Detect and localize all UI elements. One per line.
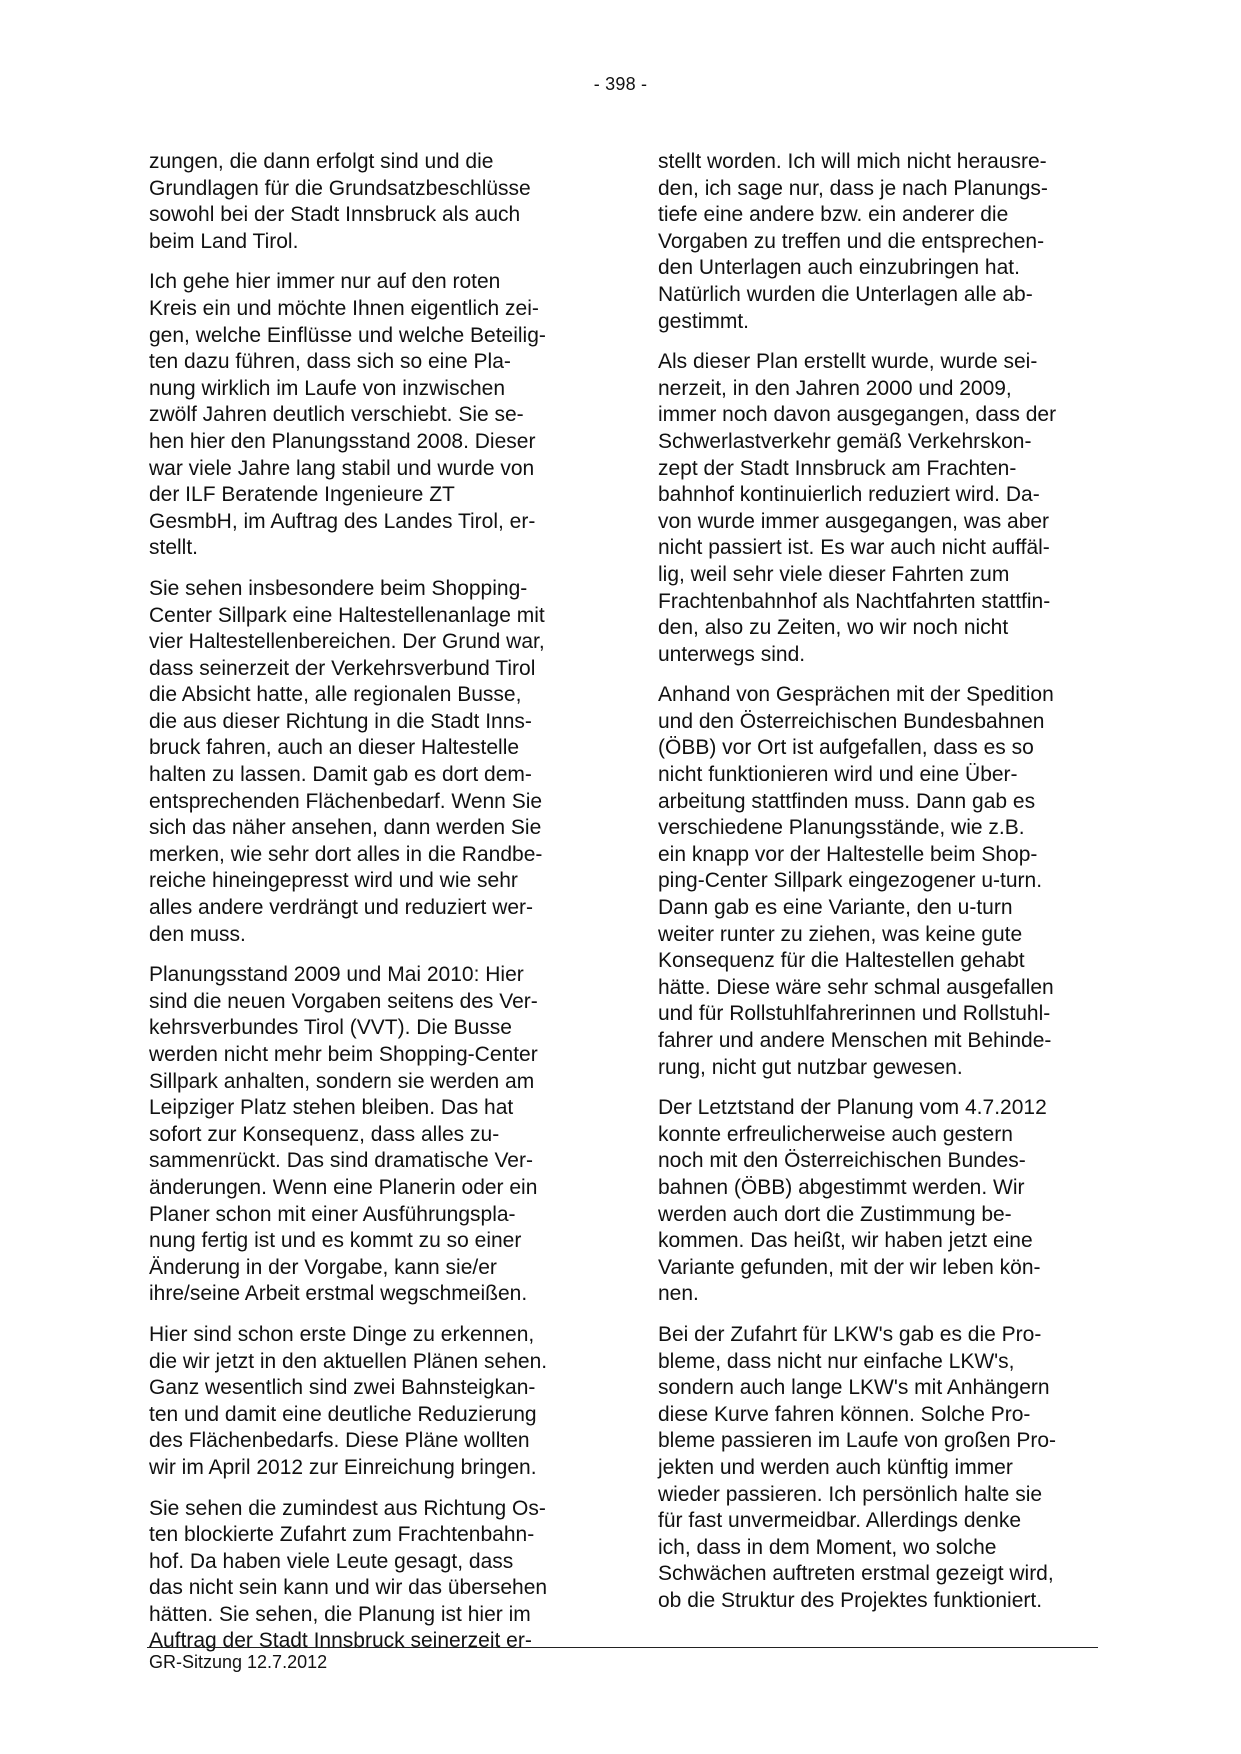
text-line: bleme, dass nicht nur einfache LKW's, (658, 1349, 1015, 1373)
text-line: nicht passiert ist. Es war auch nicht auffäl- (658, 536, 1050, 560)
text-line: reiche hineingepresst wird und wie sehr (149, 869, 518, 893)
text-line: halten zu lassen. Damit gab es dort dem- (149, 763, 532, 787)
text-line: Änderung in der Vorgabe, kann sie/er (149, 1255, 497, 1279)
paragraph (658, 1322, 1098, 1615)
paragraph (658, 149, 1098, 335)
text-line: das nicht sein kann und wir das übersehen (149, 1576, 548, 1600)
text-line: nen. (658, 1282, 699, 1306)
left-column (149, 149, 589, 1669)
text-line: stellt. (149, 536, 199, 560)
text-line: für fast unvermeidbar. Allerdings denke (658, 1509, 1022, 1533)
text-line: Dann gab es eine Variante, den u-turn (658, 896, 1013, 920)
text-line: von wurde immer ausgegangen, was aber (658, 509, 1050, 533)
text-line: kehrsverbundes Tirol (VVT). Die Busse (149, 1016, 512, 1040)
text-line: ten blockierte Zufahrt zum Frachtenbahn- (149, 1523, 535, 1547)
text-line: zept der Stadt Innsbruck am Frachten- (658, 456, 1017, 480)
text-line: werden auch dort die Zustimmung be- (658, 1202, 1012, 1226)
text-line: werden nicht mehr beim Shopping-Center (149, 1043, 538, 1066)
paragraph (658, 682, 1098, 1081)
text-line: fahrer und andere Menschen mit Behinde- (658, 1029, 1052, 1052)
text-line: Konsequenz für die Haltestellen gehabt (658, 949, 1025, 973)
text-line: bruck fahren, auch an dieser Haltestelle (149, 736, 520, 760)
text-line: bleme passieren im Laufe von großen Pro- (658, 1429, 1057, 1453)
text-line: Grundlagen für die Grundsatzbeschlüsse (149, 176, 531, 200)
text-line: konnte erfreulicherweise auch gestern (658, 1122, 1013, 1146)
text-line: wir im April 2012 zur Einreichung bringen. (149, 1455, 537, 1479)
text-line: (ÖBB) vor Ort ist aufgefallen, dass es so (658, 736, 1034, 760)
text-line: den, also zu Zeiten, wo wir noch nicht (658, 616, 1009, 640)
text-line: hen hier den Planungsstand 2008. Dieser (149, 429, 536, 453)
text-line: merken, wie sehr dort alles in die Randbe- (149, 842, 543, 866)
text-line: den muss. (149, 922, 246, 946)
text-line: nung fertig ist und es kommt zu so einer (149, 1229, 522, 1253)
text-line: sammenrückt. Das sind dramatische Ver- (149, 1149, 533, 1173)
paragraph (149, 576, 589, 948)
text-line: kommen. Das heißt, wir haben jetzt eine (658, 1229, 1033, 1253)
text-line: nerzeit, in den Jahren 2000 und 2009, (658, 376, 1012, 400)
text-line: nung wirklich im Laufe von inzwischen (149, 376, 506, 400)
text-line: bahnhof kontinuierlich reduziert wird. Da- (658, 483, 1040, 507)
text-line: Hier sind schon erste Dinge zu erkennen, (149, 1322, 535, 1346)
text-line: Planer schon mit einer Ausführungspla- (149, 1202, 516, 1226)
paragraph (149, 1322, 589, 1482)
text-line: Ich gehe hier immer nur auf den roten (149, 270, 501, 294)
text-line: Variante gefunden, mit der wir leben kön- (658, 1255, 1041, 1279)
paragraph (658, 1095, 1098, 1308)
text-line: Schwächen auftreten erstmal gezeigt wird, (658, 1562, 1054, 1586)
text-line: änderungen. Wenn eine Planerin oder ein (149, 1175, 538, 1199)
text-line: die aus dieser Richtung in die Stadt Inns- (149, 709, 532, 733)
text-line: ten und damit eine deutliche Reduzierung (149, 1402, 537, 1426)
text-line: lig, weil sehr viele dieser Fahrten zum (658, 562, 1010, 586)
text-line: dass seinerzeit der Verkehrsverbund Tirol (149, 656, 536, 680)
text-line: nicht funktionieren wird und eine Über- (658, 763, 1018, 787)
text-line: sofort zur Konsequenz, dass alles zu- (149, 1122, 500, 1146)
paragraph (149, 269, 589, 562)
text-line: ihre/seine Arbeit erstmal wegschmeißen. (149, 1282, 528, 1306)
text-line: hätte. Diese wäre sehr schmal ausgefallen (658, 975, 1054, 999)
text-line: tiefe eine andere bzw. ein anderer die (658, 203, 1009, 227)
text-line: sind die neuen Vorgaben seitens des Ver- (149, 989, 538, 1013)
text-line: ping-Center Sillpark eingezogener u-turn. (658, 869, 1043, 893)
text-line: entsprechenden Flächenbedarf. Wenn Sie (149, 789, 543, 813)
text-line: ob die Struktur des Projektes funktioniert. (658, 1588, 1043, 1612)
text-line: vier Haltestellenbereichen. Der Grund war, (149, 630, 545, 654)
text-line: die Absicht hatte, alle regionalen Busse, (149, 683, 522, 707)
footer-divider (147, 1647, 1098, 1648)
text-line: stellt worden. Ich will mich nicht herausre- (658, 150, 1047, 173)
text-line: den, ich sage nur, dass je nach Planungs- (658, 176, 1048, 200)
text-line: wieder passieren. Ich persönlich halte sie (658, 1482, 1043, 1506)
text-line: Ganz wesentlich sind zwei Bahnsteigkan- (149, 1376, 536, 1400)
text-line: gestimmt. (658, 309, 750, 333)
text-line: der ILF Beratende Ingenieure ZT (149, 483, 455, 507)
page-number: - 398 - (593, 74, 648, 94)
paragraph (149, 149, 589, 255)
text-line: Sie sehen die zumindest aus Richtung Os- (149, 1496, 546, 1520)
text-line: zungen, die dann erfolgt sind und die (149, 150, 494, 173)
text-line: ich, dass in dem Moment, wo solche (658, 1535, 997, 1559)
text-line: und den Österreichischen Bundesbahnen (658, 709, 1045, 733)
text-line: noch mit den Österreichischen Bundes- (658, 1149, 1026, 1173)
text-line: rung, nicht gut nutzbar gewesen. (658, 1055, 963, 1079)
text-line: hätten. Sie sehen, die Planung ist hier im (149, 1602, 531, 1626)
text-line: unterwegs sind. (658, 642, 806, 666)
text-line: sich das näher ansehen, dann werden Sie (149, 816, 542, 840)
text-line: bahnen (ÖBB) abgestimmt werden. Wir (658, 1175, 1025, 1199)
text-line: Kreis ein und möchte Ihnen eigentlich zei- (149, 296, 539, 320)
text-line: zwölf Jahren deutlich verschiebt. Sie se- (149, 403, 524, 427)
text-line: gen, welche Einflüsse und welche Beteilig- (149, 323, 546, 347)
text-line: des Flächenbedarfs. Diese Pläne wollten (149, 1429, 530, 1453)
text-line: ten dazu führen, dass sich so eine Pla- (149, 350, 511, 374)
right-column (658, 149, 1098, 1628)
text-line: diese Kurve fahren können. Solche Pro- (658, 1402, 1031, 1426)
text-line: und für Rollstuhlfahrerinnen und Rollstuhl- (658, 1002, 1051, 1026)
paragraph (658, 349, 1098, 668)
text-line: jekten und werden auch künftig immer (658, 1455, 1013, 1479)
footer-session-date: GR-Sitzung 12.7.2012 (149, 1652, 328, 1672)
text-line: alles andere verdrängt und reduziert wer- (149, 896, 534, 920)
text-line: sowohl bei der Stadt Innsbruck als auch (149, 203, 521, 227)
paragraph (149, 962, 589, 1308)
text-line: Anhand von Gesprächen mit der Spedition (658, 683, 1054, 707)
text-line: weiter runter zu ziehen, was keine gute (658, 922, 1023, 946)
text-line: GesmbH, im Auftrag des Landes Tirol, er- (149, 509, 536, 533)
text-line: Leipziger Platz stehen bleiben. Das hat (149, 1096, 514, 1120)
text-line: Schwerlastverkehr gemäß Verkehrskon- (658, 429, 1032, 453)
text-line: Natürlich wurden die Unterlagen alle ab- (658, 282, 1033, 306)
text-line: Sie sehen insbesondere beim Shopping- (149, 576, 528, 600)
text-line: sondern auch lange LKW's mit Anhängern (658, 1376, 1050, 1400)
text-line: Planungsstand 2009 und Mai 2010: Hier (149, 963, 524, 987)
text-line: Der Letztstand der Planung vom 4.7.2012 (658, 1096, 1047, 1120)
text-line: Auftrag der Stadt Innsbruck seinerzeit er- (149, 1629, 532, 1653)
text-line: ein knapp vor der Haltestelle beim Shop- (658, 842, 1038, 866)
text-line: Vorgaben zu treffen und die entsprechen- (658, 229, 1045, 253)
paragraph (149, 1496, 589, 1656)
text-line: den Unterlagen auch einzubringen hat. (658, 256, 1020, 280)
text-line: war viele Jahre lang stabil und wurde von (149, 456, 535, 480)
text-line: Center Sillpark eine Haltestellenanlage mit (149, 603, 545, 627)
text-line: arbeitung stattfinden muss. Dann gab es (658, 789, 1036, 813)
text-line: die wir jetzt in den aktuellen Plänen sehen. (149, 1349, 548, 1373)
text-line: Frachtenbahnhof als Nachtfahrten stattfin- (658, 589, 1051, 613)
text-line: hof. Da haben viele Leute gesagt, dass (149, 1549, 514, 1573)
text-line: Sillpark anhalten, sondern sie werden am (149, 1069, 535, 1093)
text-line: verschiedene Planungsstände, wie z.B. (658, 816, 1025, 840)
text-line: Bei der Zufahrt für LKW's gab es die Pro- (658, 1322, 1042, 1346)
text-line: Als dieser Plan erstellt wurde, wurde sei- (658, 350, 1038, 374)
text-line: immer noch davon ausgegangen, dass der (658, 403, 1057, 427)
text-line: beim Land Tirol. (149, 229, 299, 253)
